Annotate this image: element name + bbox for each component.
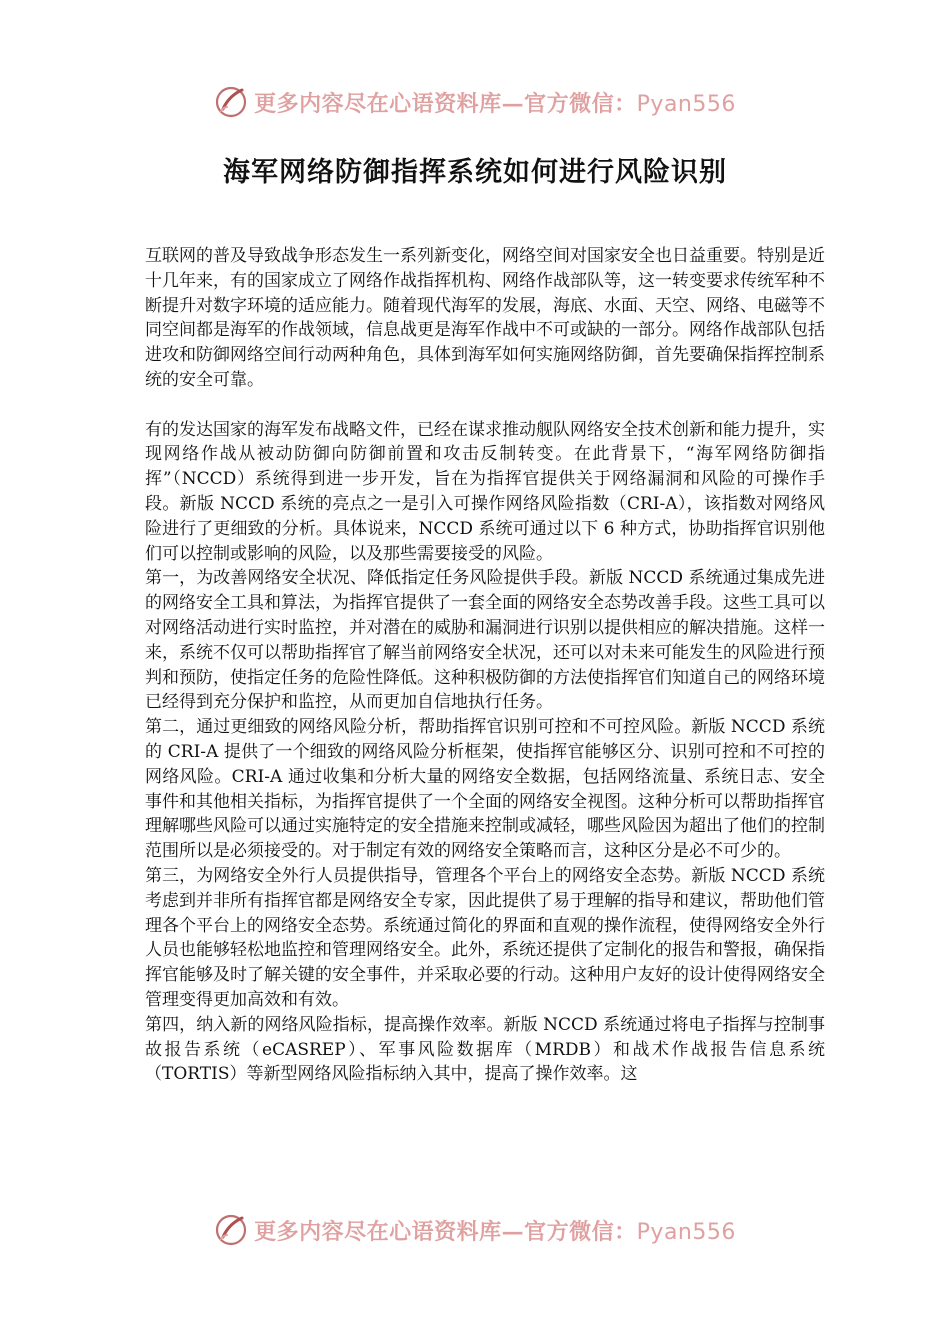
banner-text: 更多内容尽在心语资料库—官方微信：Pyan556	[254, 1218, 736, 1245]
document-title: 海军网络防御指挥系统如何进行风险识别	[223, 157, 727, 188]
paragraph: 第四，纳入新的网络风险指标，提高操作效率。新版 NCCD 系统通过将电子指挥与控制事故报告系统（eCASREP）、军事风险数据库（MRDB）和战术作战报告信息系统（TORTIS）等新型网络风险指标纳入其中，提高了操作效率。这	[145, 1014, 825, 1085]
footer-watermark-banner	[0, 1210, 950, 1250]
paragraph: 有的发达国家的海军发布战略文件，已经在谋求推动舰队网络安全技术创新和能力提升，实现网络作战从被动防御向防御前置和攻击反制转变。在此背景下，“海军网络防御指挥”（NCCD）系统得到进一步开发，旨在为指挥官提供关于网络漏洞和风险的可操作手段。新版 NCCD 系统的亮点之一是引入可操作网络风险指数（CRI-A），该指数对网络风险进行了更细致的分析。具体说来，NCCD 系统可通过以下 6 种方式，协助指挥官识别他们可以控制或影响的风险，以及那些需要接受的风险。	[145, 419, 825, 564]
brush-logo-icon	[214, 85, 248, 119]
brush-logo-icon	[214, 1213, 248, 1247]
paragraph: 第一，为改善网络安全状况、降低指定任务风险提供手段。新版 NCCD 系统通过集成先进的网络安全工具和算法，为指挥官提供了一套全面的网络安全态势改善手段。这些工具可以对网络活动进行实时监控，并对潜在的威胁和漏洞进行识别以提供相应的解决措施。这样一来，系统不仅可以帮助指挥官了解当前网络安全状况，还可以对未来可能发生的风险进行预判和预防，使指定任务的危险性降低。这种积极防御的方法使指挥官们知道自己的网络环境已经得到充分保护和监控，从而更加自信地执行任务。	[145, 568, 825, 713]
banner-text: 更多内容尽在心语资料库—官方微信：Pyan556	[254, 90, 736, 117]
paragraph: 第三，为网络安全外行人员提供指导，管理各个平台上的网络安全态势。新版 NCCD 系统考虑到并非所有指挥官都是网络安全专家，因此提供了易于理解的指导和建议，帮助他们管理各个平台上的网络安全态势。系统通过简化的界面和直观的操作流程，使得网络安全外行人员也能够轻松地监控和管理网络安全。此外，系统还提供了定制化的报告和警报，确保指挥官能够及时了解关键的安全事件，并采取必要的行动。这种用户友好的设计使得网络安全管理变得更加高效和有效。	[145, 865, 825, 1010]
header-watermark-banner	[0, 82, 950, 122]
document-body	[145, 244, 825, 1087]
paragraph-spacer	[145, 393, 825, 418]
wechat-id: Pyan556	[636, 91, 736, 117]
paragraph: 互联网的普及导致战争形态发生一系列新变化，网络空间对国家安全也日益重要。特别是近十几年来，有的国家成立了网络作战指挥机构、网络作战部队等，这一转变要求传统军种不断提升对数字环境的适应能力。随着现代海军的发展，海底、水面、天空、网络、电磁等不同空间都是海军的作战领域，信息战更是海军作战中不可或缺的一部分。网络作战部队包括进攻和防御网络空间行动两种角色，具体到海军如何实施网络防御，首先要确保指挥控制系统的安全可靠。	[145, 246, 825, 390]
wechat-id: Pyan556	[636, 1219, 736, 1245]
paragraph: 第二，通过更细致的网络风险分析，帮助指挥官识别可控和不可控风险。新版 NCCD 系统的 CRI-A 提供了一个细致的网络风险分析框架，使指挥官能够区分、识别可控和不可控的网络风险。CRI-A 通过收集和分析大量的网络安全数据，包括网络流量、系统日志、安全事件和其他相关指标，为指挥官提供了一个全面的网络安全视图。这种分析可以帮助指挥官理解哪些风险可以通过实施特定的安全措施来控制或减轻，哪些风险因为超出了他们的控制范围所以是必须接受的。对于制定有效的网络安全策略而言，这种区分是必不可少的。	[145, 717, 825, 862]
